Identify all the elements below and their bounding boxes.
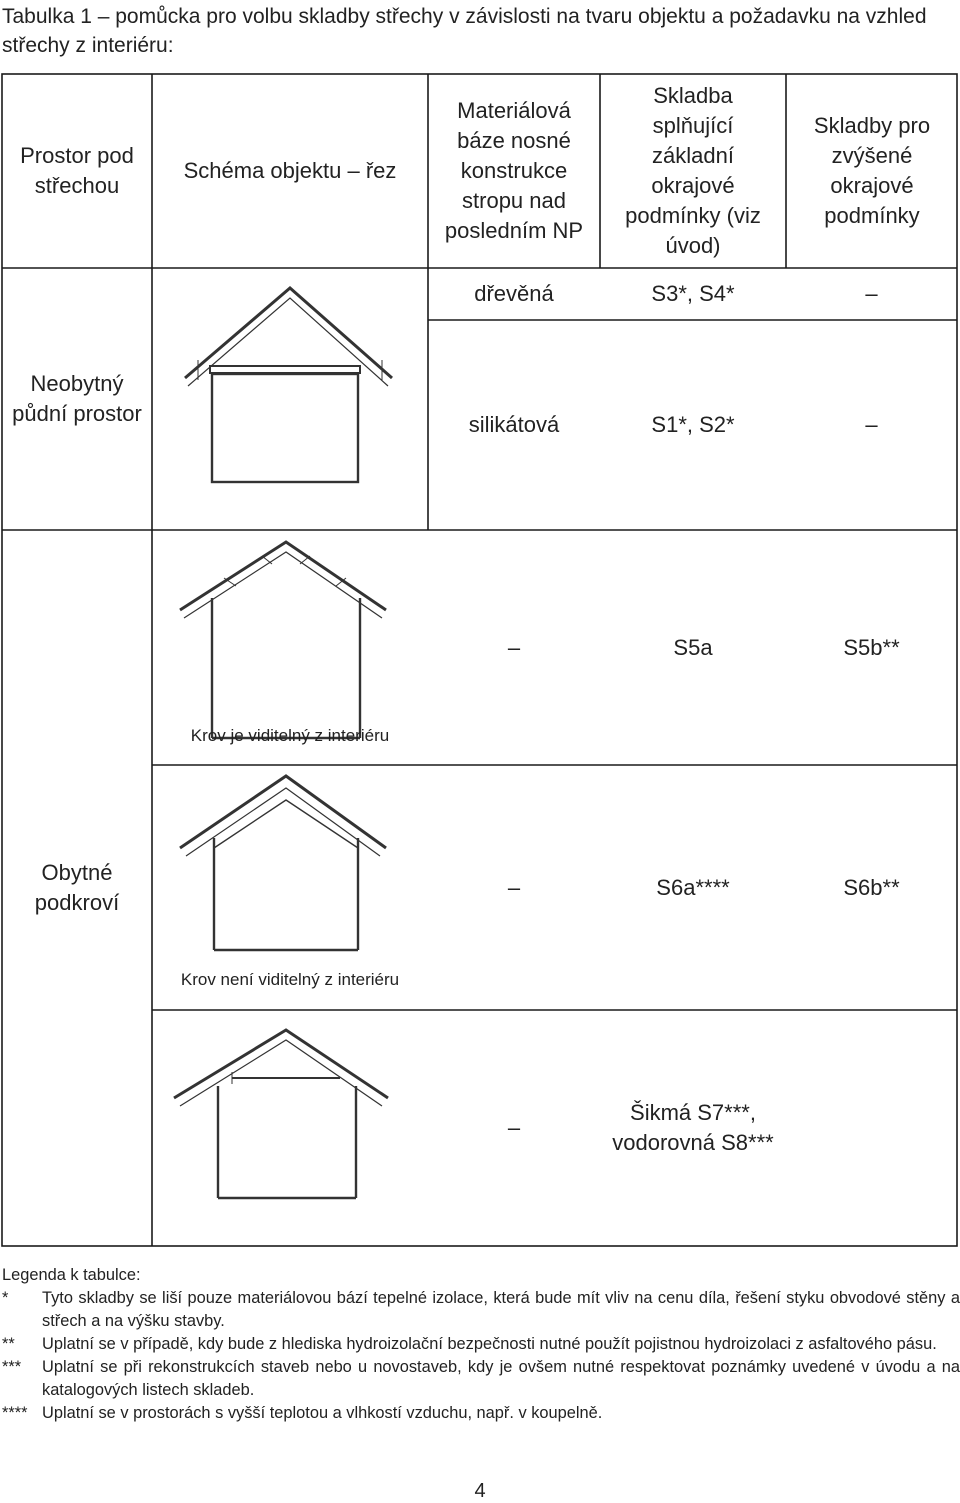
footnote-mark: * — [2, 1289, 9, 1307]
legend — [2, 1264, 960, 1425]
increased-composition-cell: – — [865, 412, 878, 437]
increased-composition-cell: S6b** — [843, 874, 900, 900]
table-title: Tabulka 1 – pomůcka pro volbu skladby střechy v závislosti na tvaru objektu a požadavku na vzhled střechy z interiéru: — [2, 5, 927, 57]
page-number: 4 — [474, 1480, 486, 1502]
increased-composition-cell: S5b** — [843, 634, 900, 660]
footnote-text: Tyto skladby se liší pouze materiálovou bází tepelné izolace, která bude mít vliv na cenu díla, řešení styku obvodové stěny a střech a na výšku stavby. — [42, 1289, 960, 1330]
legend-title: Legenda k tabulce: — [2, 1266, 141, 1284]
footnote-mark: **** — [2, 1404, 28, 1422]
schema-caption: Krov není viditelný z interiéru — [180, 970, 400, 989]
house-schema-visible-truss — [180, 542, 386, 738]
section-label-loft: Obytné podkroví — [34, 860, 120, 915]
footnote-mark: *** — [2, 1358, 22, 1376]
basic-composition-cell: S3*, S4* — [651, 281, 735, 306]
header-basic: Skladba splňující základní okrajové podmínky (viz úvod) — [625, 83, 761, 258]
header-space: Prostor pod střechou — [20, 143, 134, 198]
increased-composition-cell: – — [865, 281, 878, 306]
footnote-mark: ** — [2, 1335, 15, 1353]
footnote-text: Uplatní se v prostorách s vyšší teplotou a vlhkostí vzduchu, např. v koupelně. — [42, 1404, 603, 1422]
house-schema-hidden-truss — [180, 776, 386, 950]
house-schema-sloped-horizontal — [174, 1030, 388, 1198]
schema-caption: Krov je viditelný z interiéru — [190, 726, 390, 745]
footnote — [2, 1333, 960, 1356]
header-schema: Schéma objektu – řez — [183, 158, 397, 183]
basic-composition-cell: Šikmá S7***, vodorovná S8*** — [612, 1100, 774, 1155]
increased-composition-cell — [786, 1010, 957, 1246]
header-increased: Skladby pro zvýšené okrajové podmínky — [813, 113, 931, 228]
house-schema-attic — [185, 288, 392, 482]
material-cell: – — [507, 1115, 521, 1140]
material-cell: – — [507, 634, 521, 660]
material-cell: dřevěná — [474, 281, 554, 306]
basic-composition-cell: S1*, S2* — [651, 412, 735, 437]
footnote — [2, 1287, 960, 1333]
footnote — [2, 1356, 960, 1402]
basic-composition-cell: S5a — [673, 634, 713, 660]
material-cell: silikátová — [468, 412, 560, 437]
footnote-text: Uplatní se v případě, kdy bude z hlediska hydroizolační bezpečnosti nutné použít pojistnou hydroizolaci z asfaltového pásu. — [42, 1335, 937, 1353]
section-label-attic: Neobytný půdní prostor — [12, 371, 142, 426]
material-cell: – — [507, 874, 521, 900]
footnote-text: Uplatní se při rekonstrukcích staveb nebo u novostaveb, kdy je ovšem nutné respektovat poznámky uvedené v úvodu a na katalogových listech skladeb. — [42, 1358, 960, 1399]
footnote — [2, 1402, 960, 1425]
header-material: Materiálová báze nosné konstrukce stropu nad posledním NP — [444, 98, 584, 243]
basic-composition-cell: S6a**** — [656, 874, 730, 900]
